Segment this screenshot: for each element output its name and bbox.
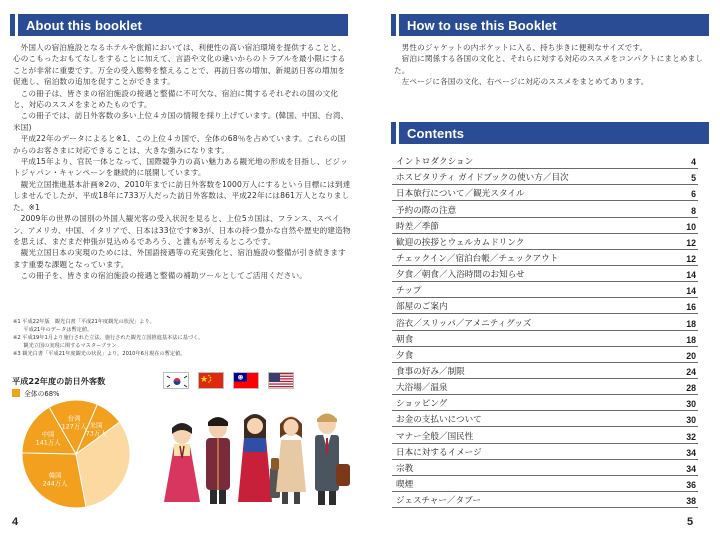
toc-entry-label: チェックイン／宿泊台帳／チェックアウト: [396, 253, 559, 264]
pie-label-country: 台湾: [67, 414, 81, 423]
about-body-text: [13, 42, 351, 282]
table-of-contents: [392, 153, 698, 508]
paragraph: この冊子を、皆さまの宿泊施設の接遇と整備の補助ツールとしてご活用ください。: [20, 271, 307, 281]
left-page-number: 4: [12, 516, 19, 528]
toc-entry-page: 12: [686, 253, 696, 264]
korean-woman-figure: [164, 423, 200, 502]
footnote: ※1 平成22年版 観光白書「平成21年度観光の状況」より。: [13, 319, 155, 325]
contents-title: Contents: [407, 125, 465, 141]
toc-entry-page: 10: [686, 221, 696, 232]
pie-label-country: 中国: [41, 430, 55, 439]
paragraph: 左ページに各国の文化、右ページに対応のススメをまとめてあります。: [401, 77, 649, 87]
toc-entry[interactable]: [392, 250, 698, 266]
toc-entry[interactable]: [392, 234, 698, 250]
paragraph: 平成15年より、官民一体となって、国際競争力の高い魅力ある観光地の形成を目指し、ビジットジャパン・キャンペーンを継続的に展開しています。: [13, 157, 348, 178]
footnote: ※2 平成19年1月より施行された立法、施行された観光立国推進基本法に基づく、: [13, 335, 204, 341]
toc-entry-page: 24: [686, 366, 696, 377]
toc-entry[interactable]: [392, 331, 698, 347]
toc-entry-page: 30: [686, 399, 696, 410]
toc-entry-page: 14: [686, 270, 696, 281]
toc-entry-label: 夕食: [396, 350, 414, 361]
toc-entry-label: 日本に対するイメージ: [396, 447, 482, 458]
toc-entry-page: 5: [691, 173, 696, 184]
toc-entry-page: 16: [686, 302, 696, 313]
toc-entry-label: 日本旅行について／観光スタイル: [396, 189, 525, 200]
china-flag-icon: [198, 372, 224, 389]
toc-entry-label: 喫煙: [396, 479, 414, 490]
paragraph: 男性のジャケットの内ポケットに入る、持ち歩きに便利なサイズです。: [401, 43, 648, 52]
pie-label-value: 73万人: [85, 429, 107, 438]
toc-entry[interactable]: [392, 492, 698, 508]
paragraph: この冊子は、皆さまの宿泊施設の接遇と整備に不可欠な、宿泊に関するそれぞれの国の文化と、対応のススメをまとめたものです。: [13, 88, 339, 110]
toc-entry-page: 8: [691, 205, 696, 216]
toc-entry[interactable]: [392, 201, 698, 217]
toc-entry-label: 大浴場／温泉: [396, 383, 448, 394]
toc-entry[interactable]: [392, 169, 698, 185]
toc-entry[interactable]: [392, 460, 698, 476]
toc-entry[interactable]: [392, 444, 698, 460]
korea-flag-icon: [163, 372, 189, 389]
paragraph: 2009年の世界の国別の外国人観光客の受入状況を見ると、上位5カ国は、フランス、スペイン、アメリカ、中国、イタリアで、日本は33位です※3が、日本の持つ豊かな自然や歴史的建造物を思えば、まだまだ伸張が見込めるであろう、と誰もが考えるところです。: [13, 214, 351, 246]
toc-entry-page: 12: [686, 237, 696, 248]
pie-label-value: 141万人: [35, 438, 61, 447]
toc-entry-label: ジェスチャー／タブー: [396, 496, 482, 507]
about-header: [10, 14, 348, 36]
people-in-national-dress-illustration: [160, 398, 360, 510]
contents-header: [391, 122, 709, 144]
footnote: 観光立国の実現に関するマスタープラン: [13, 343, 117, 349]
taiwan-flag-icon: [233, 372, 259, 389]
toc-entry[interactable]: [392, 347, 698, 363]
how-to-use-body-text: [394, 42, 706, 88]
toc-entry[interactable]: [392, 153, 698, 169]
toc-entry[interactable]: [392, 427, 698, 443]
toc-entry-page: 34: [686, 447, 696, 458]
toc-entry-label: 夕食／朝食／入浴時間のお知らせ: [396, 270, 525, 281]
toc-entry-page: 14: [686, 286, 696, 297]
toc-entry-label: ショッピング: [396, 399, 448, 410]
pie-label-country: 韓国: [48, 471, 62, 480]
toc-entry-label: お金の支払いについて: [396, 415, 482, 426]
footnote: ※3 観光白書「平成21年度観光の状況」より。2010年6月現在の暫定値。: [13, 351, 186, 357]
usa-flag-icon: [268, 372, 294, 389]
toc-entry-label: チップ: [396, 286, 422, 297]
toc-entry-page: 34: [686, 463, 696, 474]
toc-entry-label: 宗教: [396, 463, 414, 474]
how-to-use-title: How to use this Booklet: [407, 17, 557, 33]
toc-entry-label: 朝食: [396, 334, 414, 345]
toc-entry[interactable]: [392, 218, 698, 234]
toc-entry-page: 28: [686, 383, 696, 394]
toc-entry-label: 歓迎の挨拶とウェルカムドリンク: [396, 237, 525, 248]
toc-entry-label: 部屋のご案内: [396, 302, 448, 313]
toc-entry[interactable]: [392, 476, 698, 492]
toc-entry-page: 4: [691, 157, 696, 168]
toc-entry[interactable]: [392, 363, 698, 379]
toc-entry-label: 予約の際の注意: [396, 205, 457, 216]
how-to-use-header: [391, 14, 709, 36]
toc-entry[interactable]: [392, 185, 698, 201]
flag-row: [163, 372, 294, 389]
toc-entry-page: 38: [686, 496, 696, 507]
footnote: 平成21年のデータは暫定値。: [13, 327, 93, 333]
toc-entry-label: マナー全般／国民性: [396, 431, 474, 442]
toc-entry[interactable]: [392, 379, 698, 395]
visitors-pie-chart: [4, 396, 154, 511]
right-page-number: 5: [687, 516, 694, 528]
toc-entry[interactable]: [392, 282, 698, 298]
paragraph: この冊子では、訪日外客数の多い上位４カ国の情報を採り上げています。(韓国、中国、台湾、米国): [13, 111, 349, 132]
toc-entry-page: 20: [686, 350, 696, 361]
toc-entry[interactable]: [392, 266, 698, 282]
toc-entry-label: 時差／季節: [396, 221, 439, 232]
pie-label-value: 244万人: [42, 479, 68, 488]
paragraph: 宿泊に関係する各国の文化と、それらに対する対応のススメをコンパクトにまとめました。: [394, 54, 704, 75]
american-man-figure: [315, 414, 350, 506]
toc-entry[interactable]: [392, 314, 698, 330]
toc-entry-label: ホスピタリティ ガイドブックの使い方／目次: [396, 173, 569, 184]
toc-entry[interactable]: [392, 298, 698, 314]
toc-entry[interactable]: [392, 395, 698, 411]
legend-label: 全体の68%: [24, 390, 60, 398]
toc-entry-label: 浴衣／スリッパ／アメニティグッズ: [396, 318, 532, 329]
paragraph: 平成22年のデータによると※1、この上位４カ国で、全体の68％を占めています。これらの国からのお客さまに対応できることは、大きな強みになります。: [13, 134, 346, 155]
toc-entry-page: 30: [686, 415, 696, 426]
toc-entry-page: 32: [686, 431, 696, 442]
toc-entry-label: イントロダクション: [396, 157, 474, 168]
toc-entry[interactable]: [392, 411, 698, 427]
footnotes: [13, 318, 351, 358]
paragraph: 外国人の宿泊施設となるホテルや旅館においては、利便性の高い宿泊環境を提供することと、心のこもったおもてなしをすることに加えて、言語や文化の違いからのトラブルを最小限にすることが非常に重要です。万全の受入態勢を整えることで、再訪日客の増加、新規訪日客の増加を促進し、宿泊数の追加を促すことができます。: [13, 43, 346, 87]
chart-title: 平成22年度の訪日外客数: [12, 376, 106, 386]
paragraph: 観光立国推進基本計画※2の、2010年までに訪日外客数を1000万人にするという目標には到達しませんでしたが、平成18年に733万人だった訪日外客数は、平成22年には861万人となりました。※1: [13, 179, 351, 212]
toc-entry-page: 36: [686, 479, 696, 490]
american-woman-figure: [271, 416, 306, 504]
chinese-man-figure: [206, 417, 230, 504]
toc-entry-page: 6: [691, 189, 696, 200]
pie-label-country: 米国: [89, 421, 103, 430]
pie-label-value: 127万人: [61, 422, 87, 431]
toc-entry-label: 食事の好み／制限: [396, 366, 465, 377]
about-title: About this booklet: [26, 17, 142, 33]
toc-entry-page: 18: [686, 318, 696, 329]
paragraph: 観光立国日本の実現のためには、外国語接遇等の充実強化と、宿泊施設の整備が引き続きますます重要な課題となっています。: [13, 248, 346, 269]
toc-entry-page: 18: [686, 334, 696, 345]
